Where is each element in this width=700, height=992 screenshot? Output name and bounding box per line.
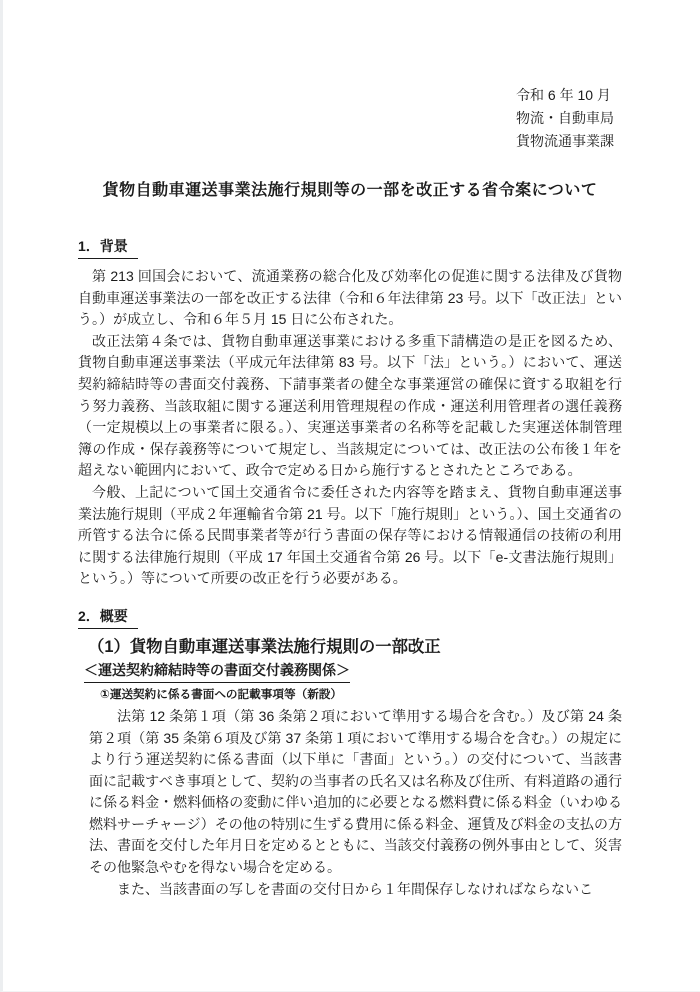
section1-paragraph-1: 第 213 回国会において、流通業務の総合化及び効率化の促進に関する法律及び貨物自動車運送事業法の一部を改正する法律（令和６年法律第 23 号。以下「改正法」という。）が成立し、令和６年５月 15 日に公布された。 (78, 268, 622, 328)
header-date: 令和 6 年 10 月 (516, 87, 611, 103)
section1-heading-text: 1．背景 (78, 235, 138, 259)
section2-heading-text: 2．概要 (78, 605, 138, 629)
section2-subsection-heading: （1）貨物自動車運送事業法施行規則の一部改正 (88, 637, 441, 656)
section1-paragraph-2: 改正法第４条では、貨物自動車運送事業における多重下請構造の是正を図るため、貨物自動車運送事業法（平成元年法律第 83 号。以下「法」という。）において、運送契約締結時等の書面交付義務、下請事業者の健全な事業運営の確保に資する取組を行う努力義務、当該取組に関する運送利用管理規程の作成・運送利用管理者の選任義務（一定規模以上の事業者に限る。）、実運送事業者の名称等を記載した実運送体制管理簿の作成・保存義務等について規定し、当該規定については、改正法の公布後１年を超えない範囲内において、政令で定める日から施行するとされたところである。 (78, 332, 622, 479)
header-division: 貨物流通事業課 (516, 133, 614, 149)
section2-item-heading: ①運送契約に係る書面への記載事項等（新設） (100, 687, 343, 701)
section2-heading (78, 605, 622, 629)
section2-bracket-heading (78, 659, 622, 683)
item-paragraph-1: 法第 12 条第１項（第 36 条第２項において準用する場合を含む。）及び第 24 条第２項（第 35 条第６項及び第 37 条第１項において準用する場合を含む。）の規定により行う運送契約に係る書面（以下単に「書面」という。）の交付について、当該書面に記載すべき事項として、契約の当事者の氏名又は名称及び住所、有料道路の通行に係る料金・燃料価格の変動に伴い追加的に必要となる燃料費に係る料金（いわゆる燃料サーチャージ）その他の特別に生ずる費用に係る料金、運賃及び料金の支払の方法、書面を交付した年月日を定めるとともに、当該交付義務の例外事由として、災害その他緊急やむを得ない場合を定める。 (89, 707, 622, 876)
item-paragraph-2: また、当該書面の写しを書面の交付日から１年間保存しなければならないこ (117, 880, 593, 897)
section2-item-body (89, 706, 622, 900)
section1-paragraph-3: 今般、上記について国土交通省令に委任された内容等を踏まえ、貨物自動車運送事業法施行規則（平成２年運輸省令第 21 号。以下「施行規則」という。）、国土交通省の所管する法令に係る民間事業者等が行う書面の保存等における情報通信の技術の利用に関する法律施行規則（平成 17 年国土交通省令第 26 号。以下「e-文書法施行規則」という。）等について所要の改正を行う必要がある。 (78, 483, 622, 587)
section2-bracket-heading-text: ＜運送契約締結時等の書面交付義務関係＞ (84, 659, 350, 683)
doc-header (78, 84, 622, 153)
doc-header-block (516, 84, 614, 153)
header-bureau: 物流・自動車局 (516, 110, 614, 126)
doc-title: 貨物自動車運送事業法施行規則等の一部を改正する省令案について (102, 182, 598, 199)
section1-heading (78, 235, 622, 259)
